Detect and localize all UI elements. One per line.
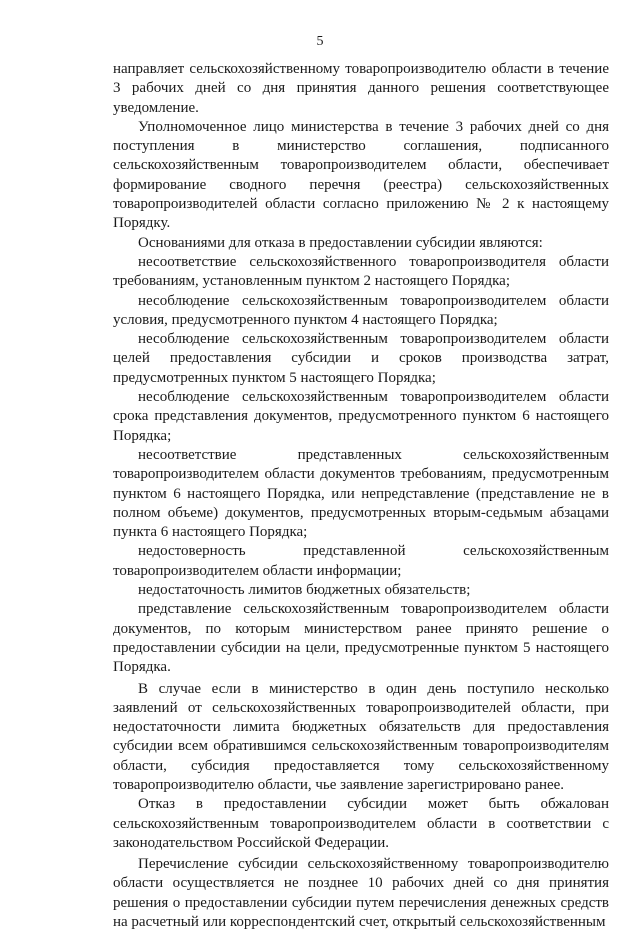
list-item-unreliable-info: недостоверность представленной сельскохозяйственным товаропроизводителем области информации; — [113, 543, 609, 579]
paragraph-registry: Уполномоченное лицо министерства в течение 3 рабочих дней со дня поступления в министерство соглашения, подписанного сельскохозяйственным товаропроизводителем области, обеспечивает формирование сводного перечня (реестра) сельскохозяйственных товаропроизводителей области согласно приложению № 2 к настоящему Порядку. — [113, 118, 609, 232]
list-item-noncompliance-condition: несоблюдение сельскохозяйственным товаропроизводителем области условия, предусмотренного пунктом 4 настоящего Порядка; — [113, 292, 609, 328]
paragraph-continuation: направляет сельскохозяйственному товаропроизводителю области в течение 3 рабочих дней со дня принятия данного решения соответствующее уведомление. — [113, 61, 609, 116]
list-item-noncompliance-requirements: несоответствие сельскохозяйственного товаропроизводителя области требованиям, установленным пунктом 2 настоящего Порядка; — [113, 253, 609, 290]
list-item-noncompliance-deadline: несоблюдение сельскохозяйственным товаропроизводителем области срока представления документов, предусмотренного пунктом 6 настоящего Порядка; — [113, 389, 609, 444]
list-item-insufficient-limits: недостаточность лимитов бюджетных обязательств; — [138, 582, 471, 599]
paragraph-appeal: Отказ в предоставлении субсидии может быть обжалован сельскохозяйственным товаропроизводителем области в соответствии с законодательством Российской Федерации. — [113, 796, 609, 851]
list-item-duplicate-documents: представление сельскохозяйственным товаропроизводителем области документов, по которым министерством ранее принято решение о предоставлении субсидии на цели, предусмотренные пунктом 5 настоящего Порядка. — [113, 601, 609, 676]
paragraph-refusal-grounds-intro: Основаниями для отказа в предоставлении субсидии являются: — [138, 234, 543, 251]
document-body — [113, 60, 609, 932]
list-item-noncompliance-purposes: несоблюдение сельскохозяйственным товаропроизводителем области целей предоставления субсидии и сроков производства затрат, предусмотренных пунктом 5 настоящего Порядка; — [113, 331, 609, 386]
page-number: 5 — [316, 34, 324, 49]
paragraph-transfer: Перечисление субсидии сельскохозяйственному товаропроизводителю области осуществляется не позднее 10 рабочих дней со дня принятия решения о предоставлении субсидии путем перечисления денежных средств на расчетный или корреспондентский счет, открытый сельскохозяйственным — [113, 856, 609, 931]
paragraph-same-day-applications: В случае если в министерство в один день поступило несколько заявлений от сельскохозяйственных товаропроизводителей области, при недостаточности лимита бюджетных обязательств для предоставления субсидии всем обратившимся сельскохозяйственным товаропроизводителям области, субсидия предоставляется тому сельскохозяйственному товаропроизводителю области, чье заявление зарегистрировано ранее. — [113, 680, 609, 793]
list-item-documents-mismatch: несоответствие представленных сельскохозяйственным товаропроизводителем области документов требованиям, предусмотренным пунктом 6 настоящего Порядка, или непредставление (представление не в полном объеме) документов, предусмотренных вторым-седьмым абзацами пункта 6 настоящего Порядка; — [113, 446, 609, 541]
